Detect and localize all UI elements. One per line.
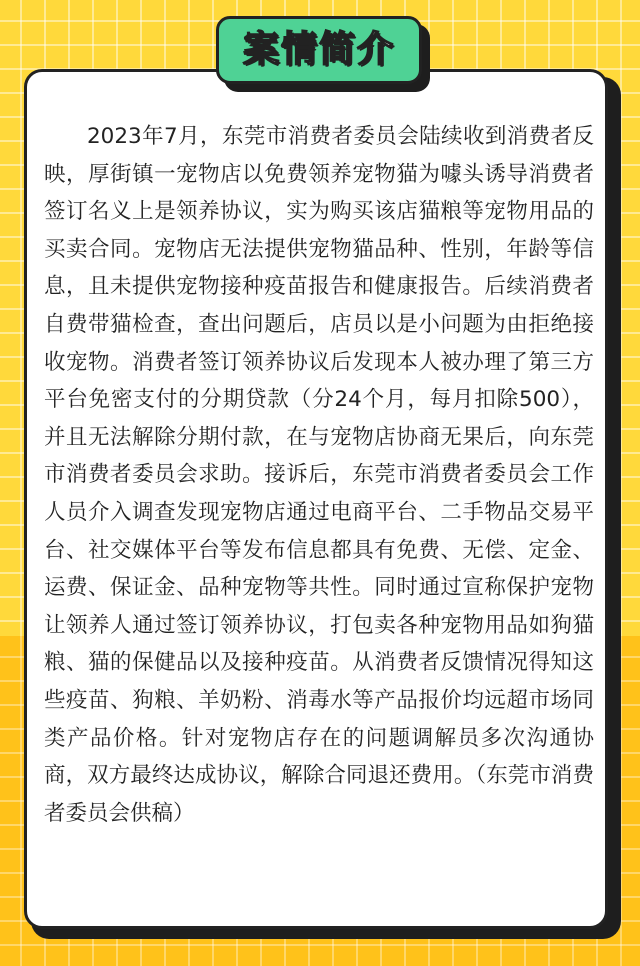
page-title: 案情简介 [242, 29, 395, 70]
case-summary-text: 2023年7月，东莞市消费者委员会陆续收到消费者反映，厚街镇一宠物店以免费领养宠物猫为噱头诱导消费者签订名义上是领养协议，实为购买该店猫粮等宠物用品的买卖合同。宠物店无法提供宠物猫品种、性别，年龄等信息，且未提供宠物接种疫苗报告和健康报告。后续消费者自费带猫检查，查出问题后，店员以是小问题为由拒绝接收宠物。消费者签订领养协议后发现本人被办理了第三方平台免密支付的分期贷款（分24个月，每月扣除500），并且无法解除分期付款，在与宠物店协商无果后，向东莞市消费者委员会求助。接诉后，东莞市消费者委员会工作人员介入调查发现宠物店通过电商平台、二手物品交易平台、社交媒体平台等发布信息都具有免费、无偿、定金、运费、保证金、品种宠物等共性。同时通过宣称保护宠物让领养人通过签订领养协议，打包卖各种宠物用品如狗猫粮、猫的保健品以及接种疫苗。从消费者反馈情况得知这些疫苗、狗粮、羊奶粉、消毒水等产品报价均远超市场同类产品价格。针对宠物店存在的问题调解员多次沟通协商，双方最终达成协议，解除合同退还费用。（东莞市消费者委员会供稿） [44, 124, 594, 826]
title-badge [216, 16, 422, 84]
